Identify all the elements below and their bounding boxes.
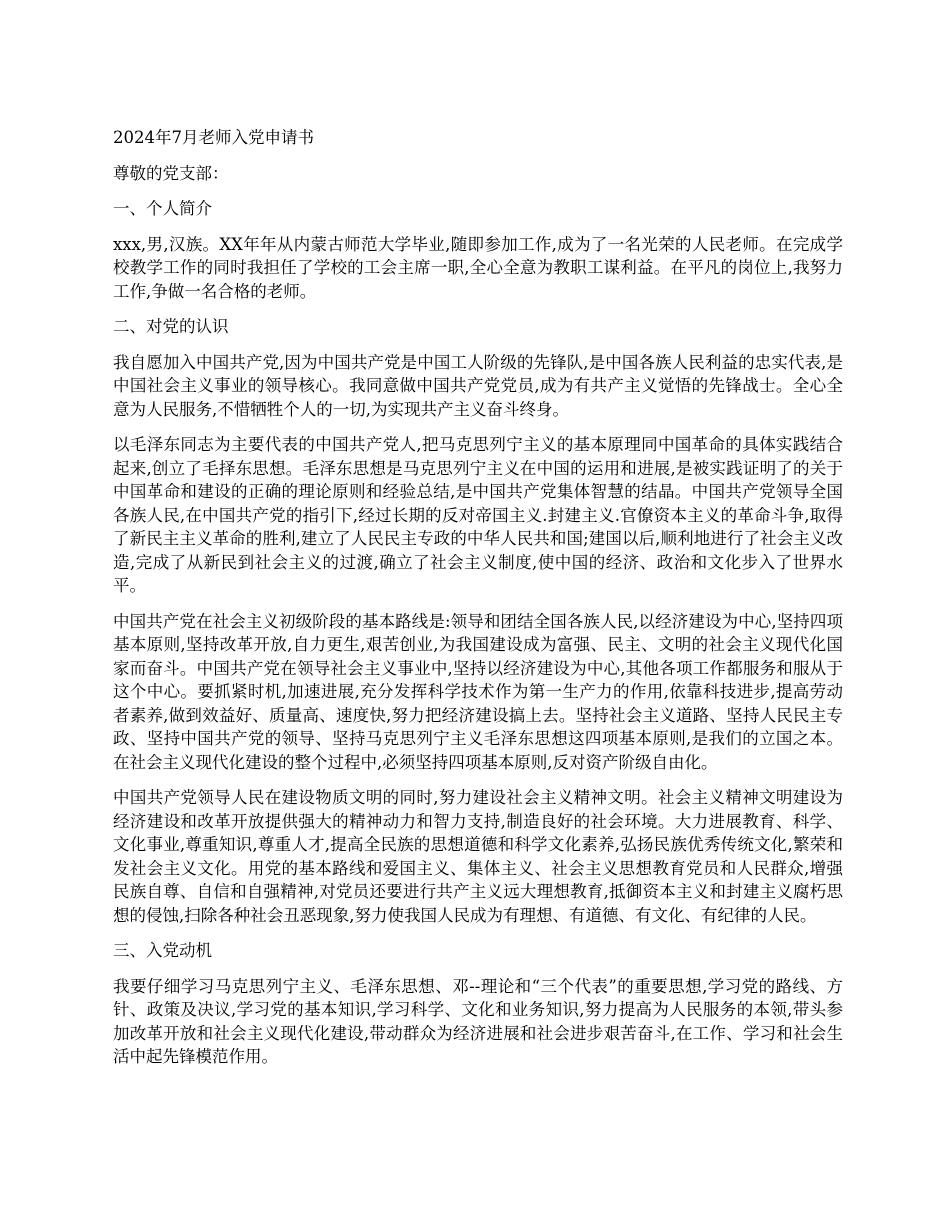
section-heading-understanding: 二、对党的认识: [113, 317, 229, 336]
section-heading-intro: 一、个人简介: [113, 199, 212, 218]
paragraph: 我自愿加入中国共产党,因为中国共产党是中国工人阶级的先锋队,是中国各族人民利益的忠实代表,是中国社会主义事业的领导核心。我同意做中国共产党党员,成为有共产主义觉悟的先锋战士。全心全意为人民服务,不惜牺牲个人的一切,为实现共产主义奋斗终身。: [113, 352, 843, 419]
paragraph: 我要仔细学习马克思列宁主义、毛泽东思想、邓--理论和“三个代表”的重要思想,学习党的路线、方针、政策及决议,学习党的基本知识,学习科学、文化和业务知识,努力提高为人民服务的本领,带头参加改革开放和社会主义现代化建设,带动群众为经济进展和社会进步艰苦奋斗,在工作、学习和社会生活中起先锋模范作用。: [113, 976, 843, 1066]
document-page: [113, 126, 843, 1081]
paragraph: 中国共产党领导人民在建设物质文明的同时,努力建设社会主义精神文明。社会主义精神文明建设为经济建设和改革开放提供强大的精神动力和智力支持,制造良好的社会环境。大力进展教育、科学、文化事业,尊重知识,尊重人才,提高全民族的思想道德和科学文化素养,弘扬民族优秀传统文化,繁荣和发社会主义文化。用党的基本路线和爱国主义、集体主义、社会主义思想教育党员和人民群众,增强民族自尊、自信和自强精神,对党员还要进行共产主义远大理想教育,抵御资本主义和封建主义腐朽思想的侵蚀,扫除各种社会丑恶现象,努力使我国人民成为有理想、有道德、有文化、有纪律的人民。: [113, 788, 843, 925]
paragraph: 以毛泽东同志为主要代表的中国共产党人,把马克思列宁主义的基本原理同中国革命的具体实践结合起来,创立了毛择东思想。毛泽东思想是马克思列宁主义在中国的运用和进展,是被实践证明了的关于中国革命和建设的正确的理论原则和经验总结,是中国共产党集体智慧的结晶。中国共产党领导全国各族人民,在中国共产党的指引下,经过长期的反对帝国主义.封建主义.官僚资本主义的革命斗争,取得了新民主主义革命的胜利,建立了人民民主专政的中华人民共和国;建国以后,顺利地进行了社会主义改造,完成了从新民到社会主义的过渡,确立了社会主义制度,使中国的经济、政治和文化步入了世界水平。: [113, 435, 843, 595]
paragraph: 中国共产党在社会主义初级阶段的基本路线是:领导和团结全国各族人民,以经济建设为中心,坚持四项基本原则,坚持改革开放,自力更生,艰苦创业,为我国建设成为富强、民主、文明的社会主义现代化国家而奋斗。中国共产党在领导社会主义事业中,坚持以经济建设为中心,其他各项工作都服务和服从于这个中心。要抓紧时机,加速进展,充分发挥科学技术作为第一生产力的作用,依靠科技进步,提高劳动者素养,做到效益好、质量高、速度快,努力把经济建设搞上去。坚持社会主义道路、坚持人民民主专政、坚持中国共产党的领导、坚持马克思列宁主义毛泽东思想这四项基本原则,是我们的立国之本。在社会主义现代化建设的整个过程中,必须坚持四项基本原则,反对资产阶级自由化。: [113, 611, 843, 772]
paragraph: xxx,男,汉族。XX年年从内蒙古师范大学毕业,随即参加工作,成为了一名光荣的人民老师。在完成学校教学工作的同时我担任了学校的工会主席一职,全心全意为教职工谋利益。在平凡的岗位上,我努力工作,争做一名合格的老师。: [113, 234, 843, 301]
section-heading-motivation: 三、入党动机: [113, 941, 212, 960]
salutation: 尊敬的党支部：: [113, 163, 229, 183]
document-title: 2024年7月老师入党申请书: [113, 128, 314, 147]
